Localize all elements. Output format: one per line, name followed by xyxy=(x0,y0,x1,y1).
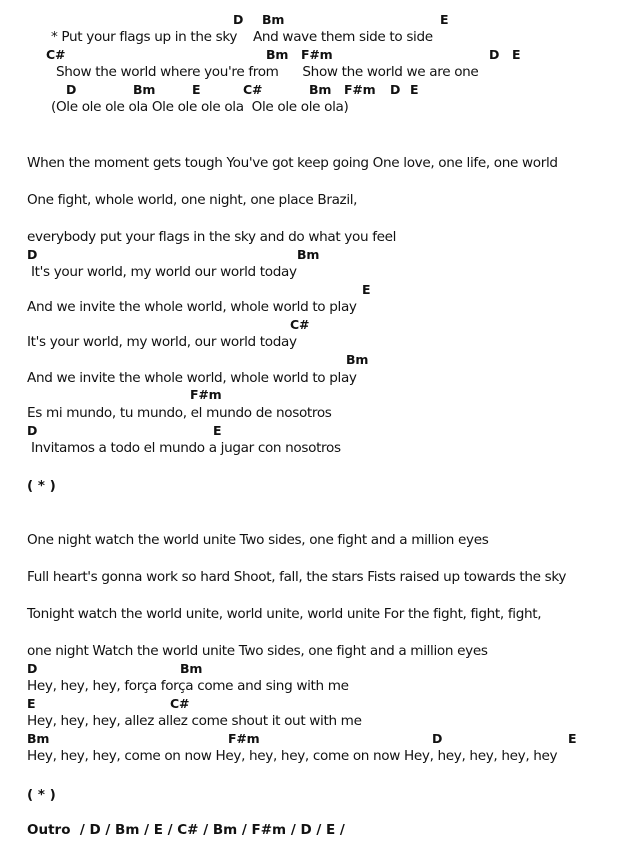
chord: D xyxy=(27,661,38,676)
chord: E xyxy=(410,82,419,97)
lyric-line: One fight, whole world, one night, one place Brazil, xyxy=(27,192,358,208)
chord: D xyxy=(233,12,244,27)
lyric-line: And we invite the whole world, whole world to play xyxy=(27,299,357,315)
chord: E xyxy=(568,731,577,746)
chord: Bm xyxy=(262,12,285,27)
lyric-line: one night Watch the world unite Two sides, one fight and a million eyes xyxy=(27,643,488,659)
chord: F#m xyxy=(344,82,376,97)
lyric-line: It's your world, my world our world today xyxy=(27,264,297,280)
lyric-line: Full heart's gonna work so hard Shoot, fall, the stars Fists raised up towards the sky xyxy=(27,569,567,585)
chord: C# xyxy=(243,82,263,97)
lyric-line: One night watch the world unite Two sides, one fight and a million eyes xyxy=(27,532,489,548)
chord: D xyxy=(390,82,401,97)
chord: D xyxy=(66,82,77,97)
chord: C# xyxy=(170,696,190,711)
lyric-line: Tonight watch the world unite, world unite, world unite For the fight, fight, fight, xyxy=(27,606,542,622)
lyric-line: And we invite the whole world, whole world to play xyxy=(27,370,357,386)
chord: Bm xyxy=(309,82,332,97)
chord: Bm xyxy=(27,731,50,746)
chord: E xyxy=(192,82,201,97)
chord: Bm xyxy=(266,47,289,62)
chord: D xyxy=(489,47,500,62)
chorus-repeat-marker: ( * ) xyxy=(27,787,56,803)
lyric-line: Show the world where you're from Show the world we are one xyxy=(56,64,479,80)
chord: Bm xyxy=(133,82,156,97)
lyric-line: Es mi mundo, tu mundo, el mundo de nosotros xyxy=(27,405,332,421)
chord: E xyxy=(213,423,222,438)
lyric-line: Hey, hey, hey, come on now Hey, hey, hey, come on now Hey, hey, hey, hey, hey xyxy=(27,748,558,764)
lyric-line: Hey, hey, hey, allez allez come shout it out with me xyxy=(27,713,362,729)
lyric-line: It's your world, my world, our world today xyxy=(27,334,297,350)
chord: C# xyxy=(46,47,66,62)
chord: F#m xyxy=(190,387,222,402)
outro-line: Outro / D / Bm / E / C# / Bm / F#m / D / E / xyxy=(27,822,345,838)
chord: F#m xyxy=(228,731,260,746)
chord: E xyxy=(512,47,521,62)
chord: D xyxy=(432,731,443,746)
lyric-line: * Put your flags up in the sky And wave them side to side xyxy=(51,29,433,45)
chord: Bm xyxy=(346,352,369,367)
lyric-line: When the moment gets tough You've got keep going One love, one life, one world xyxy=(27,155,558,171)
chord: F#m xyxy=(301,47,333,62)
chord: D xyxy=(27,247,38,262)
lyric-line: (Ole ole ole ola Ole ole ole ola Ole ole ole ola) xyxy=(51,99,349,115)
lyric-line: Hey, hey, hey, força força come and sing with me xyxy=(27,678,349,694)
chord: Bm xyxy=(180,661,203,676)
chord: Bm xyxy=(297,247,320,262)
chorus-repeat-marker: ( * ) xyxy=(27,478,56,494)
chord: D xyxy=(27,423,38,438)
chord: E xyxy=(440,12,449,27)
lyric-line: Invitamos a todo el mundo a jugar con nosotros xyxy=(27,440,341,456)
chord: E xyxy=(27,696,36,711)
lyric-line: everybody put your flags in the sky and do what you feel xyxy=(27,229,397,245)
chord: C# xyxy=(290,317,310,332)
chord: E xyxy=(362,282,371,297)
